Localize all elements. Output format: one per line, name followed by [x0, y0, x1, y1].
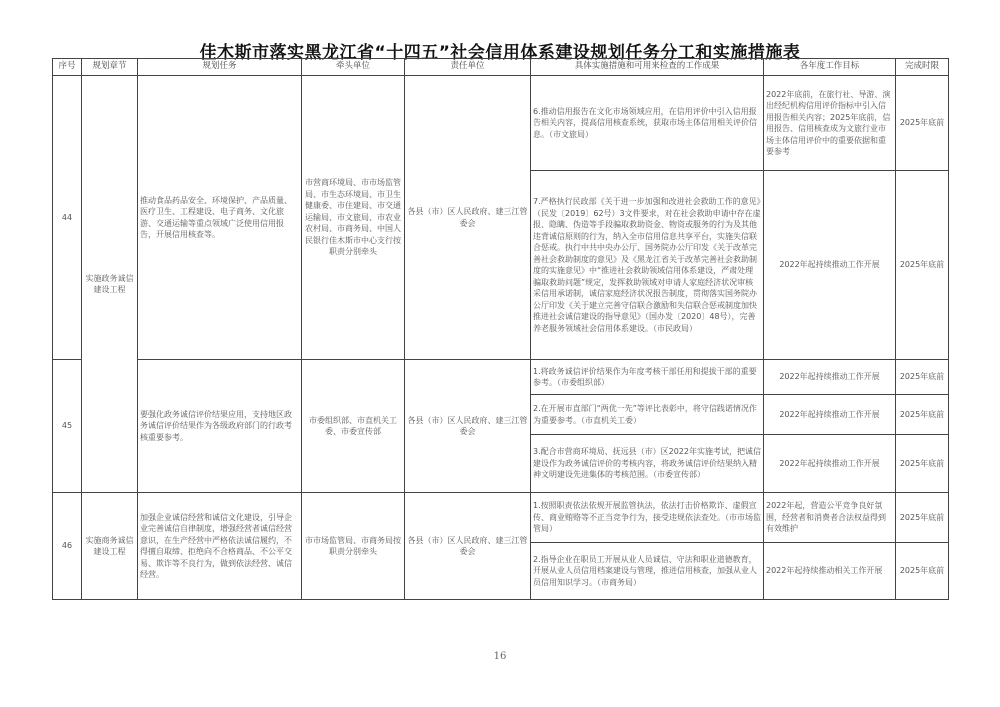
header-no: 序号	[53, 59, 82, 76]
responsible-unit-cell: 各县（市）区人民政府、建三江管委会	[405, 360, 531, 493]
lead-unit-cell: 市营商环境局、市市场监管局、市生态环境局、市卫生健康委、市住建局、市交通运输局、市文旅局、市农业农村局、市商务局、中国人民银行佳木斯市中心支行按职责分别牵头	[302, 76, 405, 360]
header-goals: 各年度工作目标	[764, 59, 896, 76]
table-row	[53, 360, 949, 395]
measure-cell: 1.按照职责依法依规开展监管执法，依法打击价格欺诈、虚假宣传、商业贿赂等不正当竞争行为，接受违规依法查处。（市市场监管局）	[531, 493, 764, 543]
header-responsible: 责任单位	[405, 59, 531, 76]
row-number: 46	[53, 493, 82, 600]
task-cell: 要强化政务诚信评价结果应用，支持地区政务诚信评价结果作为各级政府部门的行政考核重要参考。	[138, 360, 302, 493]
measure-cell: 1.将政务诚信评价结果作为年度考核干部任用和提拔干部的重要参考。（市委组织部）	[531, 360, 764, 395]
chapter-cell: 实施商务诚信建设工程	[82, 493, 138, 600]
chapter-cell: 实施政务诚信建设工程	[82, 76, 138, 493]
deadline-cell: 2025年底前	[896, 395, 949, 435]
row-number: 44	[53, 76, 82, 360]
document-title: 佳木斯市落实黑龙江省“十四五”社会信用体系建设规划任务分工和实施措施表	[199, 43, 801, 63]
deadline-cell: 2025年底前	[896, 493, 949, 543]
header-lead: 牵头单位	[302, 59, 405, 76]
task-table	[52, 58, 949, 600]
table-row	[53, 493, 949, 543]
task-cell: 推动食品药品安全、环境保护、产品质量、医疗卫生、工程建设、电子商务、文化旅游、交通运输等重点领域广泛使用信用报告，开展信用核查等。	[138, 76, 302, 360]
deadline-cell: 2025年底前	[896, 360, 949, 395]
page-number: 16	[493, 651, 507, 662]
goal-cell: 2022年起持续推动相关工作开展	[764, 543, 896, 600]
header-measures: 具体实施措施和可用来检查的工作成果	[531, 59, 764, 76]
header-task: 规划任务	[138, 59, 302, 76]
goal-cell: 2022年起持续推动工作开展	[764, 435, 896, 493]
task-cell: 加强企业诚信经营和诚信文化建设，引导企业完善诚信自律制度，增强经营者诚信经营意识，在生产经营中严格依法诚信履约，不得擅自取缔、拒绝向不合格商品、不公平交易、欺诈等不良行为，做到依法经营、诚信经营。	[138, 493, 302, 600]
goal-cell: 2022年起持续推动工作开展	[764, 360, 896, 395]
responsible-unit-cell: 各县（市）区人民政府、建三江管委会	[405, 493, 531, 600]
goal-cell: 2022年起，营造公平竞争良好氛围，经营者和消费者合法权益得到有效维护	[764, 493, 896, 543]
measure-cell: 2.指导企业在职员工开展从业人员诚信、守法和职业道德教育，开展从业人员信用档案建设与管理，推进信用核查，加强从业人员信用知识学习。（市商务局）	[531, 543, 764, 600]
goal-cell: 2022年起持续推动工作开展	[764, 171, 896, 360]
deadline-cell: 2025年底前	[896, 171, 949, 360]
measure-cell: 2.在开展市直部门“两优一先”等评比表彰中，将守信践诺情况作为重要参考。（市直机关工委）	[531, 395, 764, 435]
deadline-cell: 2025年底前	[896, 76, 949, 171]
table-row	[53, 76, 949, 171]
lead-unit-cell: 市委组织部、市直机关工委、市委宣传部	[302, 360, 405, 493]
goal-cell: 2022年起持续推动工作开展	[764, 395, 896, 435]
row-number: 45	[53, 360, 82, 493]
header-chapter: 规划章节	[82, 59, 138, 76]
measure-cell: 6.推动信用报告在文化市场领域应用，在信用评价中引入信用报告相关内容，提高信用核查系统，获取市场主体信用相关评价信息。（市文旅局）	[531, 76, 764, 171]
lead-unit-cell: 市市场监管局、市商务局按职责分别牵头	[302, 493, 405, 600]
deadline-cell: 2025年底前	[896, 543, 949, 600]
measure-cell: 7.严格执行民政部《关于进一步加强和改进社会救助工作的意见》（民发〔2019〕62号）3文件要求，对在社会救助申请中存在虚报、隐瞒、伪造等手段骗取救助资金、物资或服务的行为及其他违背诚信原则的行为，纳入全市信用信息共享平台，实施失信联合惩戒。执行中共中央办公厅、国务院办公厅印发《关于改革完善社会救助制度的意见》及《黑龙江省关于改革完善社会救助制度的实施意见》中“推进社会救助领域信用体系建设，严肃处理骗取救助问题”规定，发挥救助领域对申请人家庭经济状况审核采信用承诺制，诚信家庭经济状况报告制度，贯彻落实国务院办公厅印发《关于建立完善守信联合激励和失信联合惩戒制度加快推进社会诚信建设的指导意见》（国办发〔2020〕48号），完善养老服务领域社会信用体系建设。（市民政局）	[531, 171, 764, 360]
header-row	[53, 59, 949, 76]
responsible-unit-cell: 各县（市）区人民政府、建三江管委会	[405, 76, 531, 360]
deadline-cell: 2025年底前	[896, 435, 949, 493]
measure-cell: 3.配合市营商环境局、抚远县（市）区2022年实施考试，把诚信建设作为政务诚信评价的考核内容，将政务诚信评价结果纳入精神文明建设先进集体的考核范围。（市委宣传部）	[531, 435, 764, 493]
header-deadline: 完成时限	[896, 59, 949, 76]
goal-cell: 2022年底前，在旅行社、导游、演出经纪机构信用评价指标中引入信用报告相关内容；2025年底前，信用报告、信用核查成为文旅行业市场主体信用评价中的重要依据和重要参考	[764, 76, 896, 171]
